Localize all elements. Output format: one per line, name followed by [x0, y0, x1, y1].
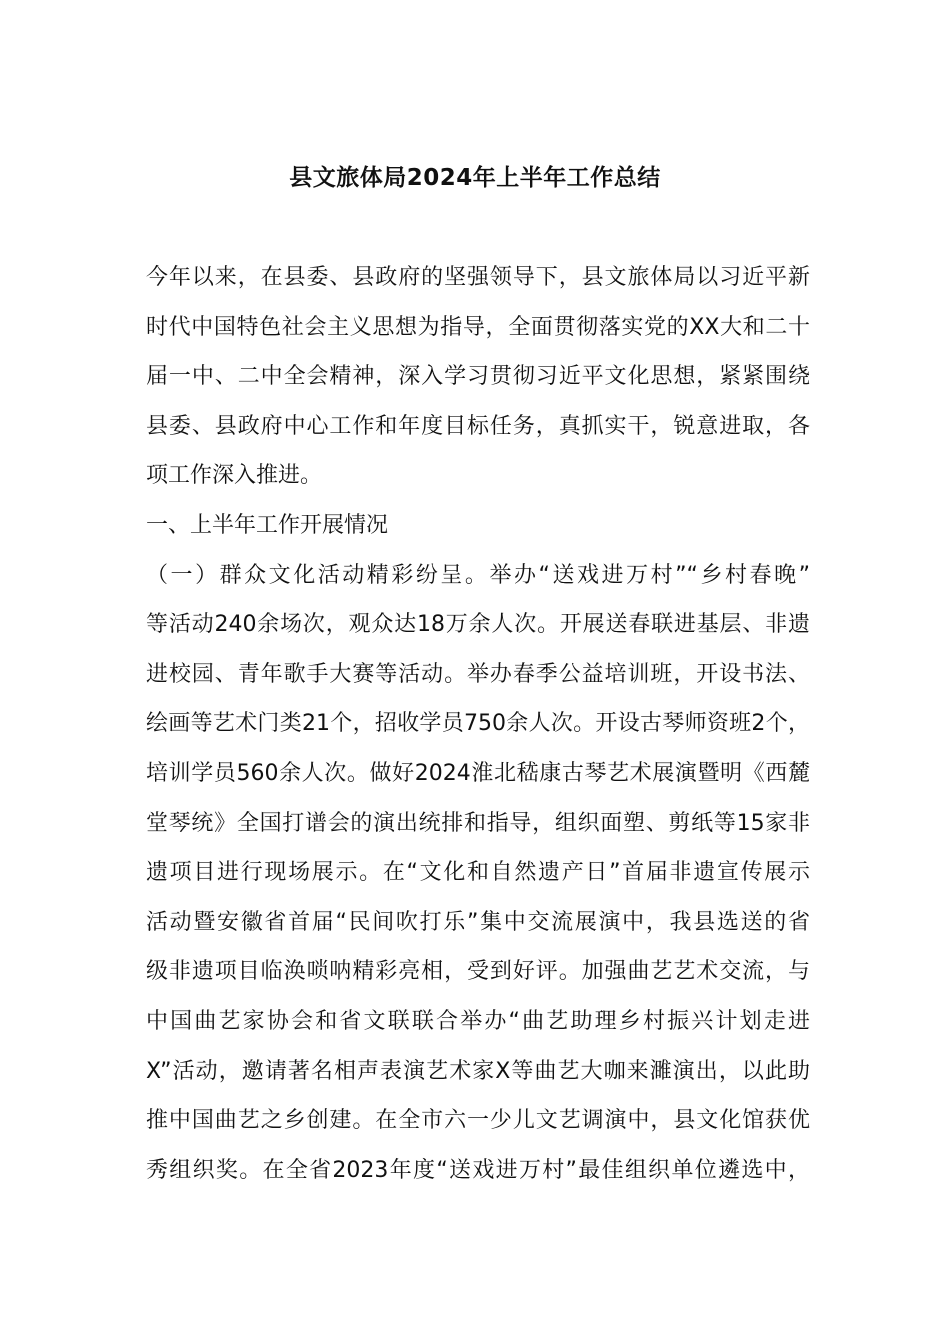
paragraph-line: X”活动，邀请著名相声表演艺术家X等曲艺大咖来濉演出，以此助: [146, 1058, 810, 1084]
paragraph-line: 一、上半年工作开展情况: [146, 512, 389, 538]
paragraph-line: 堂琴统》全国打谱会的演出统排和指导，组织面塑、剪纸等15家非: [146, 810, 810, 836]
paragraph-line: （一）群众文化活动精彩纷呈。举办“送戏进万村”“乡村春晚”: [146, 562, 810, 588]
paragraph-line: 活动暨安徽省首届“民间吹打乐”集中交流展演中，我县选送的省: [146, 909, 810, 935]
paragraph-line: 项工作深入推进。: [146, 463, 323, 489]
paragraph-line: 中国曲艺家协会和省文联联合举办“曲艺助理乡村振兴计划走进: [146, 1008, 810, 1034]
paragraph-line: 县委、县政府中心工作和年度目标任务，真抓实干，锐意进取，各: [146, 413, 810, 439]
paragraph-line: 推中国曲艺之乡创建。在全市六一少儿文艺调演中，县文化馆获优: [146, 1108, 810, 1134]
document-body: [146, 253, 810, 1195]
paragraph-line: 进校园、青年歌手大赛等活动。举办春季公益培训班，开设书法、: [146, 661, 810, 687]
paragraph-line: 培训学员560余人次。做好2024淮北嵇康古琴艺术展演暨明《西麓: [146, 760, 810, 786]
document-title: 县文旅体局2024年上半年工作总结: [289, 165, 661, 191]
paragraph-line: 等活动240余场次，观众达18万余人次。开展送春联进基层、非遗: [146, 612, 810, 638]
paragraph-line: 遗项目进行现场展示。在“文化和自然遗产日”首届非遗宣传展示: [146, 860, 810, 886]
paragraph-line: 今年以来，在县委、县政府的坚强领导下，县文旅体局以习近平新: [146, 265, 810, 290]
paragraph-line: 绘画等艺术门类21个，招收学员750余人次。开设古琴师资班2个，: [146, 711, 810, 737]
paragraph-line: 秀组织奖。在全省2023年度“送戏进万村”最佳组织单位遴选中，: [146, 1157, 810, 1183]
paragraph-line: 届一中、二中全会精神，深入学习贯彻习近平文化思想，紧紧围绕: [146, 364, 810, 390]
paragraph-line: 时代中国特色社会主义思想为指导，全面贯彻落实党的XX大和二十: [146, 314, 810, 340]
paragraph-line: 级非遗项目临涣唢呐精彩亮相，受到好评。加强曲艺艺术交流，与: [146, 959, 810, 985]
